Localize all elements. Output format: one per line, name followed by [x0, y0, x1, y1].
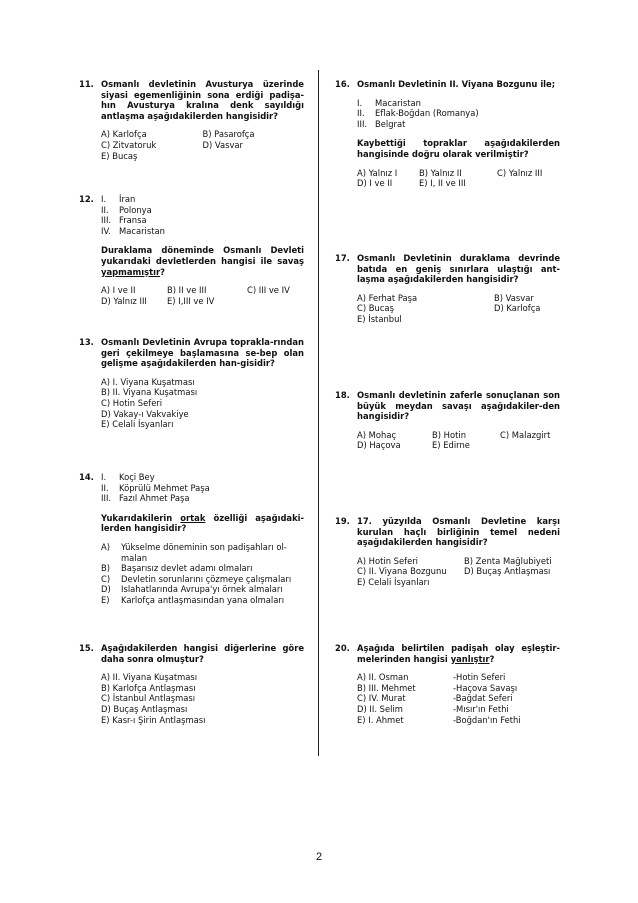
list-item: III. Belgrat — [357, 118, 406, 129]
option-d[interactable]: D) Karlofça — [494, 303, 541, 314]
options — [101, 672, 304, 725]
question-16 — [335, 79, 560, 189]
question-stem: 17. yüzyılda Osmanlı Devletine karşı kurulan haçlı birliğinin temel nedeni aşağıdakilerden hangisidir? — [357, 516, 560, 548]
option-e[interactable]: E) Bucaş — [101, 150, 138, 161]
question-19 — [335, 516, 560, 588]
roman-list — [101, 472, 304, 504]
option-e[interactable]: E) I,III ve IV — [167, 295, 215, 306]
question-number: 16. — [335, 79, 350, 89]
question-stem-2: Kaybettiği topraklar aşağıdakilerden hangisinde doğru olarak verilmiştir? — [357, 138, 560, 159]
option-e[interactable]: E) Celali İsyanları — [357, 576, 430, 587]
option-a[interactable]: A) Hotin Seferi — [357, 555, 419, 566]
option-b[interactable]: B) II. Viyana Kuşatması — [101, 387, 198, 398]
list-item: II. Eflak-Boğdan (Romanya) — [357, 108, 479, 119]
column-divider — [318, 70, 319, 756]
question-17 — [335, 253, 560, 325]
option-d[interactable]: D) Vasvar — [202, 139, 243, 150]
option-d[interactable]: D) Vakay-ı Vakvakiye — [101, 408, 189, 419]
question-number: 20. — [335, 643, 350, 653]
option-a[interactable]: A) Yükselme döneminin son padişahları ol-malan — [101, 541, 287, 563]
option-e[interactable]: E) İstanbul — [357, 313, 402, 324]
option-c[interactable]: C) Yalnız III — [497, 167, 543, 178]
question-12 — [79, 194, 304, 306]
option-b[interactable]: B) III. Mehmet -Haçova Savaşı — [357, 682, 518, 693]
list-item: II. Köprülü Mehmet Paşa — [101, 482, 210, 493]
list-item: I. İran — [101, 194, 136, 204]
options — [357, 168, 560, 189]
options — [357, 672, 560, 725]
list-item: I. Macaristan — [357, 97, 421, 108]
option-c[interactable]: C) Hotin Seferi — [101, 397, 163, 408]
option-d[interactable]: D) I ve II — [357, 178, 393, 189]
options — [357, 293, 560, 325]
options — [101, 129, 304, 161]
option-b[interactable]: B) Vasvar — [494, 292, 534, 303]
question-number: 17. — [335, 253, 350, 263]
option-e[interactable]: E) I. Ahmet -Boğdan'ın Fethi — [357, 714, 521, 725]
option-e[interactable]: E) Edirne — [432, 440, 470, 451]
question-stem: Aşağıdakilerden hangisi diğerlerine göre daha sonra olmuştur? — [101, 643, 304, 664]
option-a[interactable]: A) Ferhat Paşa — [357, 292, 418, 303]
question-stem: Osmanlı Devletinin duraklama devrinde batıda en geniş sınırlara ulaştığı ant-laşma aşağıdakilerden hangisidir? — [357, 253, 560, 285]
option-a[interactable]: A) I ve II — [101, 285, 136, 296]
list-item: III. Fazıl Ahmet Paşa — [101, 493, 190, 504]
option-b[interactable]: B) Pasarofça — [202, 129, 255, 140]
question-number: 18. — [335, 390, 350, 400]
list-item: I. Koçi Bey — [101, 472, 155, 482]
question-number: 13. — [79, 337, 94, 347]
option-b[interactable]: B) Yalnız II — [419, 167, 462, 178]
option-c[interactable]: C) IV. Murat -Bağdat Seferi — [357, 693, 513, 704]
option-b[interactable]: B) Zenta Mağlubiyeti — [464, 555, 552, 566]
option-a[interactable]: A) II. Viyana Kuşatması — [101, 672, 198, 683]
list-item: II. Polonya — [101, 204, 152, 215]
option-b[interactable]: B) Hotin — [432, 429, 467, 440]
option-c[interactable]: C) İstanbul Antlaşması — [101, 693, 196, 704]
question-number: 14. — [79, 472, 94, 482]
question-number: 19. — [335, 516, 350, 526]
list-item: IV. Macaristan — [101, 225, 165, 236]
option-a[interactable]: A) Yalnız I — [357, 167, 398, 178]
option-b[interactable]: B) Karlofça Antlaşması — [101, 682, 196, 693]
option-d[interactable]: D) Buçaş Antlaşması — [464, 566, 551, 577]
option-e[interactable]: E) Celali İsyanları — [101, 419, 174, 430]
option-a[interactable]: A) II. Osman -Hotin Seferi — [357, 672, 506, 683]
question-stem: Osmanlı devletinin Avusturya üzerinde siyasi egemenliğinin sona erdiği padişa-hın Avusturya kralına denk sayıldığı antlaşma aşağıdakilerden hangisidir? — [101, 79, 304, 121]
question-18 — [335, 390, 560, 451]
question-stem: Aşağıda belirtilen padişah olay eşleştir-melerinden hangisi yanlıştır? — [357, 643, 560, 664]
option-c[interactable]: C) Malazgirt — [500, 429, 551, 440]
question-11 — [79, 79, 304, 161]
question-number: 12. — [79, 194, 94, 204]
question-14 — [79, 472, 304, 606]
options — [101, 285, 304, 306]
roman-list — [357, 98, 560, 130]
page-number: 2 — [315, 851, 323, 863]
option-d[interactable]: D) Haçova — [357, 440, 401, 451]
question-stem: Osmanlı Devletinin Avrupa toprakla-rından geri çekilmeye başlamasına se-bep olan gelişme aşağıdakilerden han-gisidir? — [101, 337, 304, 369]
option-c[interactable]: C) Zitvatoruk — [101, 139, 157, 150]
question-13 — [79, 337, 304, 430]
option-a[interactable]: A) Mohaç — [357, 429, 397, 440]
option-c[interactable]: C) Bucaş — [357, 303, 394, 314]
option-d[interactable]: D) Buçaş Antlaşması — [101, 703, 188, 714]
option-e[interactable]: E) Karlofça antlaşmasından yana olmaları — [101, 594, 285, 605]
list-item: III. Fransa — [101, 215, 147, 226]
option-e[interactable]: E) I, II ve III — [419, 178, 466, 189]
option-b[interactable]: B) II ve III — [167, 285, 207, 296]
option-c[interactable]: C) III ve IV — [247, 285, 290, 296]
option-d[interactable]: D) Yalnız III — [101, 295, 147, 306]
option-c[interactable]: C) Devletin sorunlarını çözmeye çalışmaları — [101, 573, 292, 584]
question-20 — [335, 643, 560, 725]
question-stem: Osmanlı devletinin zaferle sonuçlanan son büyük meydan savaşı aşağıdakiler-den hangisidir? — [357, 390, 560, 422]
option-d[interactable]: D) II. Selim -Mısır'ın Fethi — [357, 703, 509, 714]
option-e[interactable]: E) Kasr-ı Şirin Antlaşması — [101, 714, 206, 725]
question-15 — [79, 643, 304, 725]
question-stem: Osmanlı Devletinin II. Viyana Bozgunu ile; — [357, 79, 556, 89]
options — [101, 377, 304, 430]
options — [101, 542, 304, 606]
option-b[interactable]: B) Başarısız devlet adamı olmaları — [101, 563, 253, 574]
question-stem: Yukarıdakilerin ortak özelliği aşağıdaki-lerden hangisidir? — [101, 512, 305, 534]
question-stem: Duraklama döneminde Osmanlı Devleti yukarıdaki devletlerden hangisi ile savaş yapmamıştır? — [101, 245, 304, 277]
option-a[interactable]: A) I. Viyana Kuşatması — [101, 376, 195, 387]
options — [357, 556, 560, 588]
option-a[interactable]: A) Karlofça — [101, 129, 147, 140]
options — [357, 430, 560, 451]
question-number: 11. — [79, 79, 94, 89]
roman-list — [101, 194, 304, 236]
question-number: 15. — [79, 643, 94, 653]
option-d[interactable]: D) Islahatlarında Avrupa'yı örnek almaları — [101, 584, 283, 595]
option-c[interactable]: C) II. Viyana Bozgunu — [357, 566, 447, 577]
